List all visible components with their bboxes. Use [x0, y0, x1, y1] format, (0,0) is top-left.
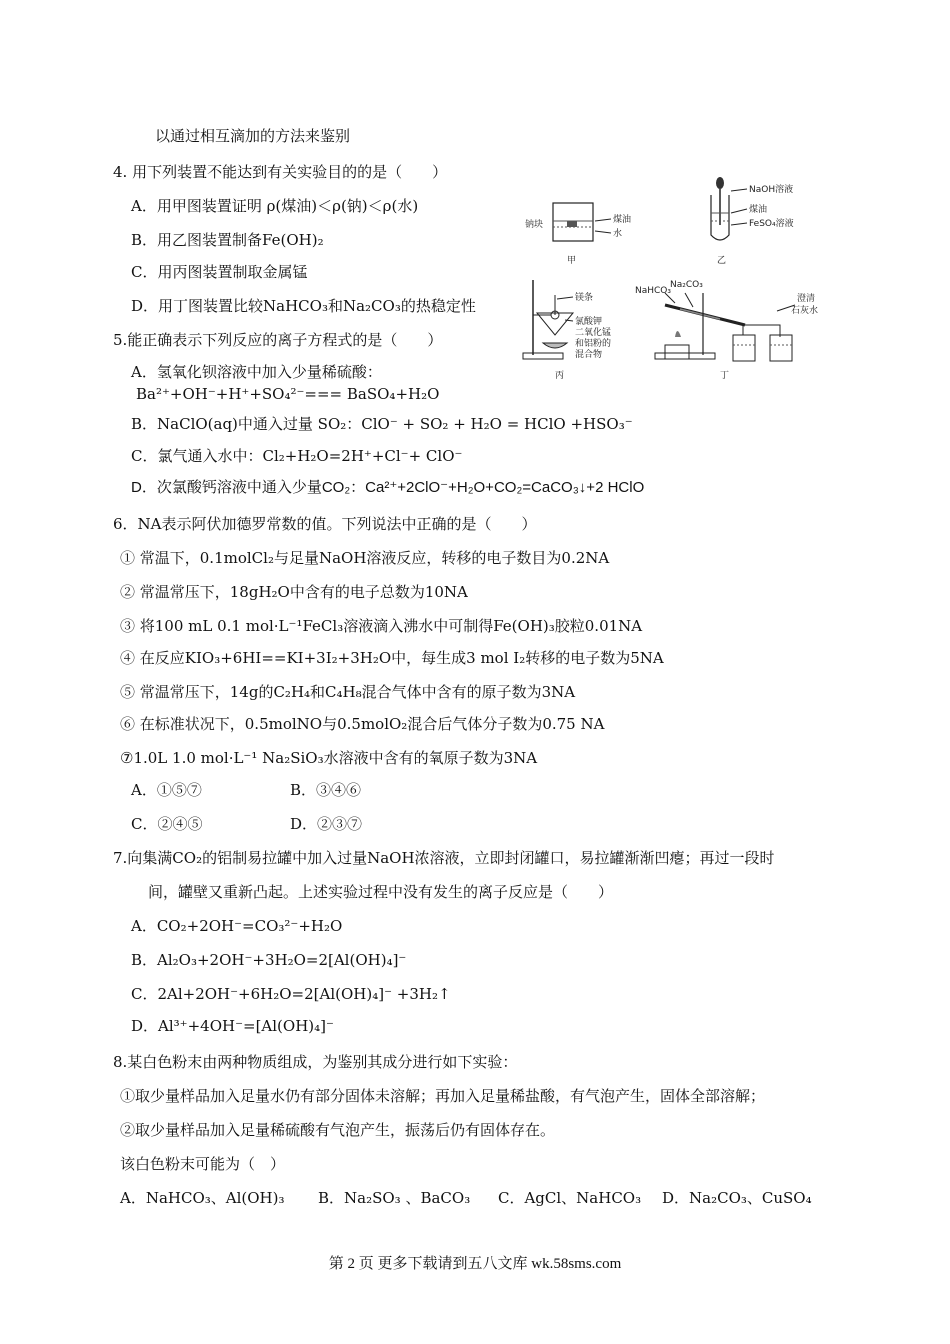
q5-option-c: C．氯气通入水中：Cl₂+H₂O=2H⁺+Cl⁻+ ClO⁻	[131, 447, 463, 465]
q7-option-d: D．Al³⁺+4OH⁻=[Al(OH)₄]⁻	[131, 1017, 334, 1035]
figure-jia	[525, 203, 631, 266]
q6-item: ⑤ 常温常压下，14g的C₂H₄和C₄H₈混合气体中含有的原子数为3NA	[120, 683, 576, 701]
q6-item: ⑦1.0L 1.0 mol·L⁻¹ Na₂SiO₃水溶液中含有的氧原子数为3NA	[120, 749, 538, 767]
q3-tail: 以通过相互滴加的方法来鉴别	[155, 127, 351, 145]
yi-caption: 乙	[717, 256, 727, 266]
yi-label-feso4: FeSO₄溶液	[749, 219, 794, 229]
jia-label-sodium: 钠块	[525, 220, 544, 230]
bing-label-kclo3: 氯酸钾	[575, 317, 603, 327]
q5-option-a: A．氢氧化钡溶液中加入少量稀硫酸：	[131, 363, 382, 381]
bing-label-mix: 混合物	[575, 350, 603, 360]
q7-stem-line2: 间，罐壁又重新凸起。上述实验过程中没有发生的离子反应是（ ）	[148, 883, 614, 901]
q6-item: ⑥ 在标准状况下，0.5molNO与0.5molO₂混合后气体分子数为0.75 NA	[120, 715, 605, 733]
q6-option-d: D．②③⑦	[290, 815, 363, 833]
page-footer: 第 2 页 更多下载请到五八文库 wk.58sms.com	[328, 1256, 622, 1272]
q6-stem: 6．NA表示阿伏加德罗常数的值。下列说法中正确的是（ ）	[113, 515, 537, 533]
q5-option-a-equation: Ba²⁺+OH⁻+H⁺+SO₄²⁻=== BaSO₄+H₂O	[136, 385, 440, 403]
bing-label-mno2: 二氧化锰	[575, 328, 612, 338]
jia-label-kerosene: 煤油	[613, 215, 632, 225]
ding-label-na2co3: Na₂CO₃	[670, 280, 703, 290]
ding-label-clear: 澄清	[797, 294, 816, 304]
q8-stem: 8.某白色粉末由两种物质组成，为鉴别其成分进行如下实验：	[113, 1053, 518, 1071]
jia-label-water: 水	[613, 229, 623, 239]
q4-stem: 4. 用下列装置不能达到有关实验目的的是（ ）	[113, 163, 448, 181]
q5-option-b: B．NaClO(aq)中通入过量 SO₂：ClO⁻ + SO₂ + H₂O = HClO +HSO₃⁻	[131, 415, 633, 433]
q7-option-b: B．Al₂O₃+2OH⁻+3H₂O=2[Al(OH)₄]⁻	[131, 951, 407, 969]
figure-ding	[635, 280, 818, 381]
bing-caption: 丙	[555, 371, 565, 381]
q6-item: ① 常温下，0.1molCl₂与足量NaOH溶液反应，转移的电子数目为0.2NA	[120, 549, 610, 567]
yi-label-kerosene: 煤油	[749, 205, 768, 215]
q7-stem-line1: 7.向集满CO₂的铝制易拉罐中加入过量NaOH浓溶液，立即封闭罐口，易拉罐渐渐凹瘪；再过一段时	[113, 849, 775, 867]
jia-caption: 甲	[567, 256, 577, 266]
q5-option-d: D．次氯酸钙溶液中通入少量CO₂：Ca²⁺+2ClO⁻+H₂O+CO₂=CaCO₃↓+2 HClO	[131, 479, 645, 496]
q8-question: 该白色粉末可能为（ ）	[120, 1155, 286, 1173]
q6-item: ④ 在反应KIO₃+6HI==KI+3I₂+3H₂O中，每生成3 mol I₂转移的电子数为5NA	[120, 649, 664, 667]
ding-caption: 丁	[720, 371, 730, 381]
bing-label-mg: 镁条	[575, 293, 594, 303]
q6-item: ② 常温常压下，18gH₂O中含有的电子总数为10NA	[120, 583, 468, 601]
q6-item: ③ 将100 mL 0.1 mol·L⁻¹FeCl₃溶液滴入沸水中可制得Fe(OH)₃胶粒0.01NA	[120, 617, 643, 635]
q6-option-a: A．①⑤⑦	[131, 781, 202, 799]
apparatus-figure	[515, 175, 835, 387]
q6-option-b: B．③④⑥	[290, 781, 362, 799]
bing-label-al: 和铝粉的	[575, 339, 612, 349]
q4-option-d: D．用丁图装置比较NaHCO₃和Na₂CO₃的热稳定性	[131, 297, 476, 315]
q4-option-a: A．用甲图装置证明 ρ(煤油)＜ρ(钠)＜ρ(水)	[131, 197, 419, 215]
q8-option-c: C．AgCl、NaHCO₃	[498, 1189, 642, 1207]
figure-bing	[523, 280, 611, 381]
q8-step-1: ①取少量样品加入足量水仍有部分固体未溶解；再加入足量稀盐酸，有气泡产生，固体全部溶解；	[120, 1087, 766, 1105]
q8-step-2: ②取少量样品加入足量稀硫酸有气泡产生，振荡后仍有固体存在。	[120, 1121, 556, 1139]
q8-option-b: B．Na₂SO₃ 、BaCO₃	[318, 1189, 471, 1207]
q5-stem: 5.能正确表示下列反应的离子方程式的是（ ）	[113, 331, 443, 349]
yi-label-naoh: NaOH溶液	[749, 185, 794, 195]
ding-label-limewater: 石灰水	[791, 306, 819, 316]
q4-option-b: B．用乙图装置制备Fe(OH)₂	[131, 231, 324, 249]
q8-option-d: D．Na₂CO₃、CuSO₄	[662, 1189, 812, 1207]
q4-option-c: C．用丙图装置制取金属锰	[131, 263, 308, 281]
q7-option-a: A．CO₂+2OH⁻=CO₃²⁻+H₂O	[131, 917, 343, 935]
q6-option-c: C．②④⑤	[131, 815, 203, 833]
q7-option-c: C．2Al+2OH⁻+6H₂O=2[Al(OH)₄]⁻ +3H₂↑	[131, 985, 451, 1003]
q8-option-a: A．NaHCO₃、Al(OH)₃	[120, 1189, 285, 1207]
ding-label-nahco3: NaHCO₃	[635, 286, 671, 296]
figure-yi	[711, 177, 794, 266]
